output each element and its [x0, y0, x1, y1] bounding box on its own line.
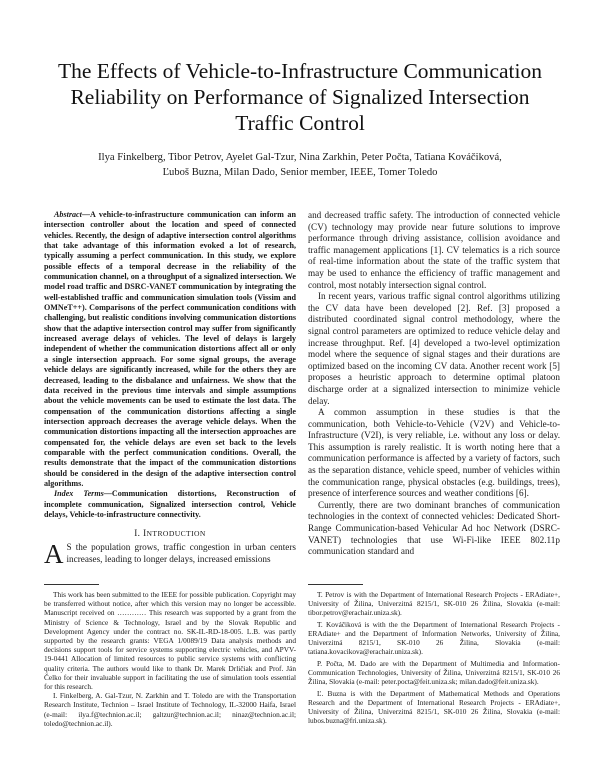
- body-paragraph-4: Currently, there are two dominant branches of communication technologies in the context of connected vehicles: Dedicated Short-Range Communication-based Vehicular Ad hoc Network (DSRC-VANET) technologies that use Wi-Fi-like IEEE 802.11p communication standard and: [308, 499, 560, 557]
- authors-line-2: Ľuboš Buzna, Milan Dado, Senior member, IEEE, Tomer Toledo: [162, 166, 438, 178]
- left-column: [44, 210, 297, 570]
- abstract: [44, 210, 296, 489]
- footnote-petrov: T. Petrov is with the Department of International Research Projects - ERAdiate+, University of Žilina, Univerzitná 8215/1, SK-010 26 Žilina, Slovakia (e-mail: tibor.petrov@erachair.uniza.sk).: [308, 590, 560, 618]
- section-number: I.: [134, 528, 141, 539]
- footnote-funding: This work has been submitted to the IEEE for possible publication. Copyright may be transferred without notice, after which this version may no longer be accessible. Manuscript received on ………… This research was supported by a grant from the Ministry of Science & Technology, Israel and by the Slovak Republic and Development Agency under the contract no. SK-IL-RD-18-005. L.B. was partly supported by the research grants: VEGA 1/0089/19 Data analysis methods and decisions support tools for service systems supporting electric vehicles, and APVV-19-0441 Allocation of limited resources to public service systems with conflicting quality criteria. The authors would like to thank Dr. Marek Drličiak and Prof. Ján Čelko for their invaluable support in facilitating the use of simulation tools essential for this research.: [44, 590, 296, 692]
- footnote-rule-right: [308, 584, 363, 585]
- footnotes-left: [44, 590, 296, 728]
- index-terms: [44, 489, 296, 520]
- paper-title: The Effects of Vehicle-to-Infrastructure Communication Reliability on Performance of Signalized Intersection Traffic Control: [58, 59, 542, 135]
- abstract-dash: —: [81, 210, 90, 219]
- body-paragraph-3: A common assumption in these studies is that the communication, both Vehicle-to-Vehicle (V2V) and Vehicle-to-Infrastructure (V2I), is very reliable, i.e. without any loss or delay. This assumption is rarely realistic. It is worth noting here that a communication performance is affected by a variety of factors, such as the separation distance, vehicle speed, number of vehicles within the communication range, physical obstacles (e.g. buildings, trees), presence of interference sources and weather conditions [6].: [308, 407, 560, 499]
- authors-line-1: Ilya Finkelberg, Tibor Petrov, Ayelet Gal-Tzur, Nina Zarkhin, Peter Počta, Tatiana Kováčiková,: [98, 152, 502, 163]
- abstract-label: Abstract: [54, 210, 82, 219]
- drop-cap: A: [44, 539, 64, 570]
- index-terms-dash: —: [103, 489, 112, 499]
- footnote-buzna: Ľ. Buzna is with the Department of Mathematical Methods and Operations Research and the Department of International Research Projects - ERAdiate+, University of Žilina, Univerzitná 8215/1, SK-010 26 Žilina, Slovakia (e-mail: lubos.buzna@fri.uniza.sk).: [308, 688, 560, 726]
- author-list: [40, 151, 560, 180]
- section-heading-rest: NTRODUCTION: [146, 529, 206, 539]
- section-heading-introduction: [44, 528, 296, 538]
- footnote-technion-affiliation: I. Finkelberg, A. Gal-Tzur, N. Zarkhin and T. Toledo are with the Transportation Research Institute, Technion – Israel Institute of Technology, IL-32000 Haifa, Israel (e-mail: ilya.f@technion.ac.il; galtzur@technion.ac.il; ninaz@technion.ac.il; toledo@technion.ac.il).: [44, 691, 296, 728]
- intro-paragraph: [44, 539, 296, 570]
- right-column: [308, 210, 560, 558]
- body-paragraph-2: In recent years, various traffic signal control algorithms utilizing the CV data have been developed [2]. Ref. [3] proposed a distributed coordinated signal control methodology, where the signal control parameters are optimized to reduce vehicle delay and increase throughput. Ref. [4] developed a two-level optimization model where the sequence of signal stages and their durations are optimized based on the incoming CV data. Another recent work [5] proposes a heuristic approach to determine optimal platoon discharge order at a signalized intersection to minimize vehicle delay.: [308, 291, 560, 406]
- index-terms-label: Index Terms: [54, 489, 104, 499]
- footnote-rule-left: [44, 584, 99, 585]
- footnote-kovacikova: T. Kováčiková is with the the Department of International Research Projects - ERAdiate+ and the Department of Information Networks, University of Žilina, Univerzitná 8215/1, SK-010 26 Žilina, Slovakia (e-mail: tatiana.kovacikova@erachair.uniza.sk).: [308, 619, 560, 657]
- footnote-pocta-dado: P. Počta, M. Dado are with the Department of Multimedia and Information-Communication Technologies, University of Žilina, Univerzitná 8215/1, SK-010 26 Žilina, Slovakia (e-mail: peter.pocta@feit.uniza.sk; milan.dado@feit.uniza.sk).: [308, 658, 560, 687]
- footnotes-right: [308, 590, 560, 728]
- section-initial: I: [143, 528, 147, 539]
- index-terms-text: Communication distortions, Reconstruction of incomplete communication, Signalized intersection control, Vehicle delays, Vehicle-to-infrastructure connectivity.: [44, 489, 297, 519]
- abstract-text: A vehicle-to-infrastructure communication can inform an intersection controller about the location and speed of connected vehicles. Recently, the design of adaptive intersection control algorithms that take advantage of this information evoked a lot of research, typically assuming a perfect communication. In this study, we explore possible effects of a temporal decrease in the reliability of the communication channel, on a throughput of a signalized intersection. We model road traffic and DSRC-VANET communication by integrating the well-established traffic and communication simulation tools (Vissim and OMNeT++). Comparisons of the perfect communication conditions with challenging, but realistic conditions involving communication distortions show that the adaptive intersection control may suffer from significantly increased average delays of vehicles. The level of delays is largely independent of whether the communication distortions affect all or only a single intersection approach. For some signal groups, the average vehicle delays are significantly increased, while for the others they are decreased, leading to the disbalance and unfairness. We show that the data received in the previous time intervals and simple assumptions about the vehicle movements can be used to estimate the lost data. The compensation of the communication distortions affecting a single intersection approach decreases the average vehicle delays. When the communication distortions impacting all the intersection approaches are compensated for, the vehicle delays are even set back to the levels comparable with the perfect communication conditions. Overall, the results demonstrate that the impact of the communication distortions should be considered in the design of the adaptive intersection control algorithms.: [44, 210, 296, 488]
- intro-text: S the population grows, traffic congestion in urban centers increases, leading to longer delays, increased emissions: [66, 542, 296, 564]
- body-paragraph-1: and decreased traffic safety. The introduction of connected vehicle (CV) technology may provide near future solutions to improve performance through driving assistance, collision avoidance and traffic management applications [1]. CV telematics is a rich source of real-time information about the state of the traffic system that may be used to enhance the efficiency of traffic management and control, most notably intersection signal control.: [308, 210, 560, 290]
